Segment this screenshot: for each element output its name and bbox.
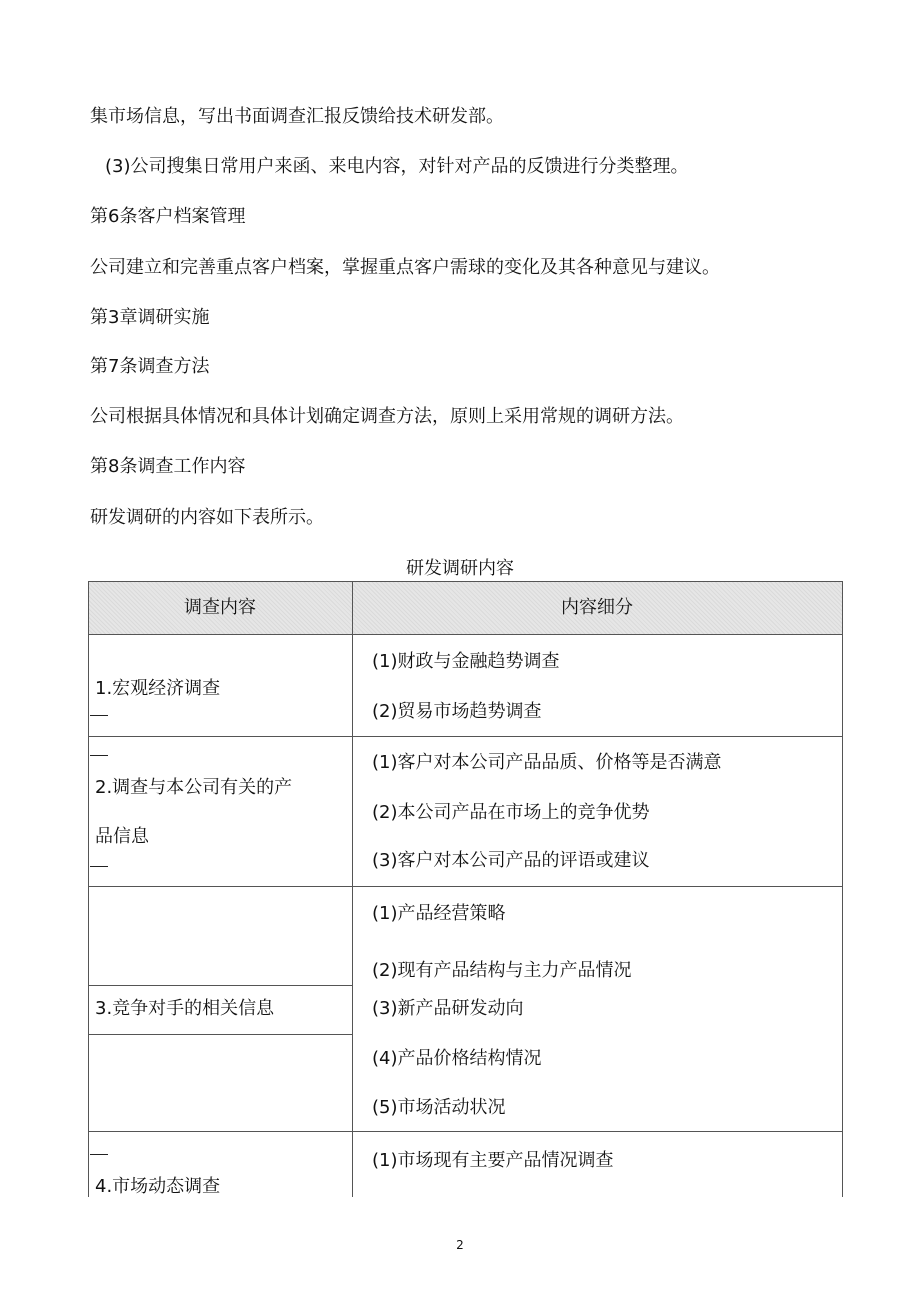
table-caption: 研发调研内容 [406, 558, 514, 579]
detail-item: (3)新产品研发动向 [372, 998, 524, 1019]
paragraph: (3)公司搜集日常用户来函、来电内容，对针对产品的反馈进行分类整理。 [105, 156, 689, 177]
detail-item: (1)客户对本公司产品品质、价格等是否满意 [372, 752, 722, 773]
detail-item: (1)产品经营策略 [372, 903, 506, 924]
table-border [88, 1034, 352, 1035]
dash-mark [90, 715, 108, 716]
category-cell: 品信息 [95, 826, 149, 847]
dash-mark [90, 1154, 108, 1155]
table-border [88, 886, 843, 887]
paragraph: 集市场信息，写出书面调查汇报反馈给技术研发部。 [90, 106, 504, 127]
table-header-category: 调查内容 [184, 597, 256, 618]
table-border [88, 1131, 843, 1132]
category-cell: 2.调查与本公司有关的产 [95, 777, 293, 798]
category-cell: 1.宏观经济调查 [95, 678, 221, 699]
detail-item: (1)财政与金融趋势调查 [372, 651, 560, 672]
dash-mark [90, 866, 108, 867]
category-cell: 3.竞争对手的相关信息 [95, 998, 275, 1019]
paragraph: 公司根据具体情况和具体计划确定调查方法，原则上采用常规的调研方法。 [90, 406, 684, 427]
detail-item: (2)现有产品结构与主力产品情况 [372, 960, 632, 981]
section-heading: 第6条客户档案管理 [90, 206, 246, 227]
detail-item: (2)本公司产品在市场上的竞争优势 [372, 802, 650, 823]
category-cell: 4.市场动态调查 [95, 1176, 221, 1197]
table-border [352, 581, 353, 1197]
detail-item: (3)客户对本公司产品的评语或建议 [372, 850, 650, 871]
table-border [88, 634, 843, 635]
page-number: 2 [456, 1238, 464, 1252]
paragraph: 公司建立和完善重点客户档案，掌握重点客户需球的变化及其各种意见与建议。 [90, 257, 720, 278]
table-border [842, 581, 843, 1197]
table-border [88, 581, 843, 582]
table-header-details: 内容细分 [561, 597, 633, 618]
detail-item: (2)贸易市场趋势调查 [372, 701, 542, 722]
table-border [88, 985, 352, 986]
paragraph: 研发调研的内容如下表所示。 [90, 507, 324, 528]
chapter-heading: 第3章调研实施 [90, 307, 210, 328]
detail-item: (4)产品价格结构情况 [372, 1048, 542, 1069]
dash-mark [90, 755, 108, 756]
detail-item: (1)市场现有主要产品情况调查 [372, 1150, 614, 1171]
table-border [88, 736, 843, 737]
section-heading: 第7条调查方法 [90, 356, 210, 377]
table-border [88, 581, 89, 1197]
detail-item: (5)市场活动状况 [372, 1097, 506, 1118]
section-heading: 第8条调查工作内容 [90, 456, 246, 477]
